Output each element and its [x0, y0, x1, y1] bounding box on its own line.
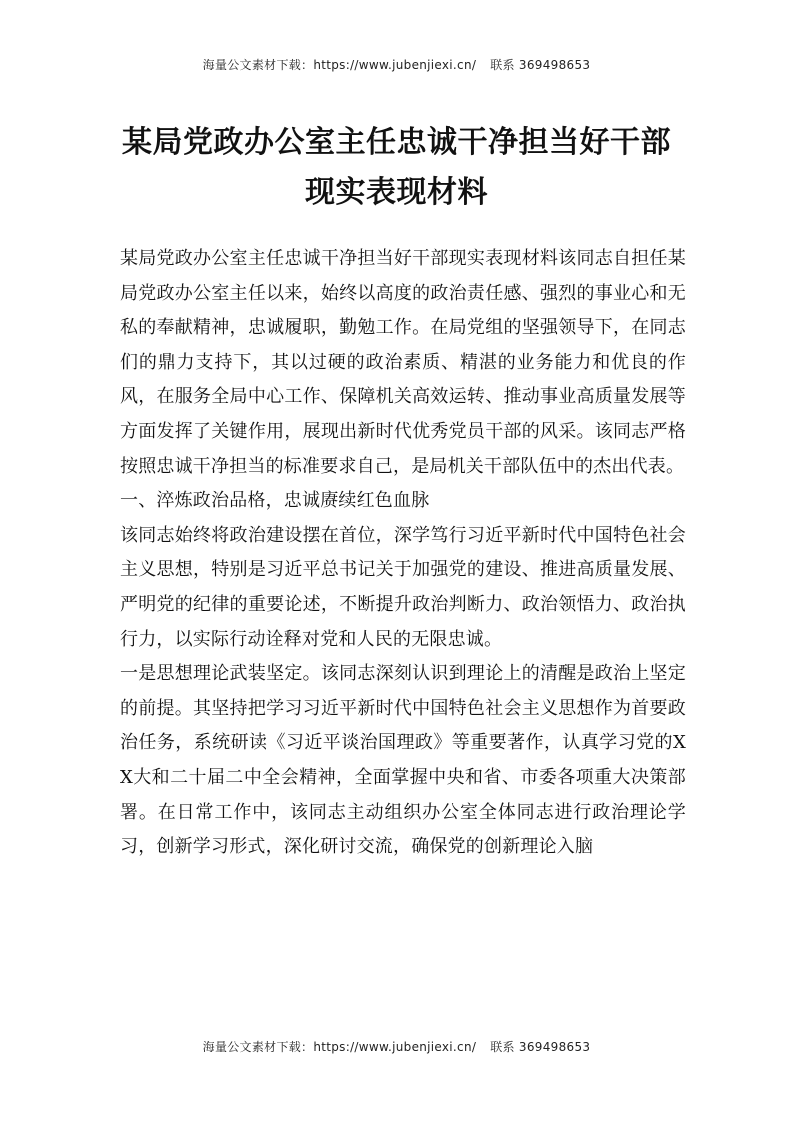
- header-contact-text: 联系 369498653: [490, 58, 591, 72]
- paragraph-intro: 某局党政办公室主任忠诚干净担当好干部现实表现材料该同志自担任某局党政办公室主任以来，始终以高度的政治责任感、强烈的事业心和无私的奉献精神，忠诚履职，勤勉工作。在局党组的坚强领导下，在同志们的鼎力支持下，其以过硬的政治素质、精湛的业务能力和优良的作风，在服务全局中心工作、保障机关高效运转、推动事业高质量发展等方面发挥了关键作用，展现出新时代优秀党员干部的风采。该同志严格按照忠诚干净担当的标准要求自己，是局机关干部队伍中的杰出代表。: [120, 248, 686, 477]
- footer-contact-text: 联系 369498653: [490, 1040, 591, 1054]
- document-title: [0, 118, 793, 218]
- header-site-text: 海量公文素材下载：https://www.jubenjiexi.cn/: [202, 58, 477, 72]
- document-body: [120, 242, 686, 865]
- section-heading-1: 一、淬炼政治品格，忠诚赓续红色血脉: [120, 490, 430, 512]
- paragraph-theory-study: 一是思想理论武装坚定。该同志深刻认识到理论上的清醒是政治上坚定的前提。其坚持把学习习近平新时代中国特色社会主义思想作为首要政治任务，系统研读《习近平谈治国理政》等重要著作，认真学习党的XX大和二十届二中全会精神，全面掌握中央和省、市委各项重大决策部署。在日常工作中，该同志主动组织办公室全体同志进行政治理论学习，创新学习形式，深化研讨交流，确保党的创新理论入脑: [120, 663, 686, 858]
- footer-site-text: 海量公文素材下载：https://www.jubenjiexi.cn/: [202, 1040, 477, 1054]
- paragraph-political-building: 该同志始终将政治建设摆在首位，深学笃行习近平新时代中国特色社会主义思想，特别是习近平总书记关于加强党的建设、推进高质量发展、严明党的纪律的重要论述，不断提升政治判断力、政治领悟力、政治执行力，以实际行动诠释对党和人民的无限忠诚。: [120, 524, 686, 650]
- page-footer: [0, 1038, 793, 1055]
- title-line-1: 某局党政办公室主任忠诚干净担当好干部: [122, 125, 671, 160]
- title-line-2: 现实表现材料: [305, 175, 488, 210]
- page-header: [0, 56, 793, 73]
